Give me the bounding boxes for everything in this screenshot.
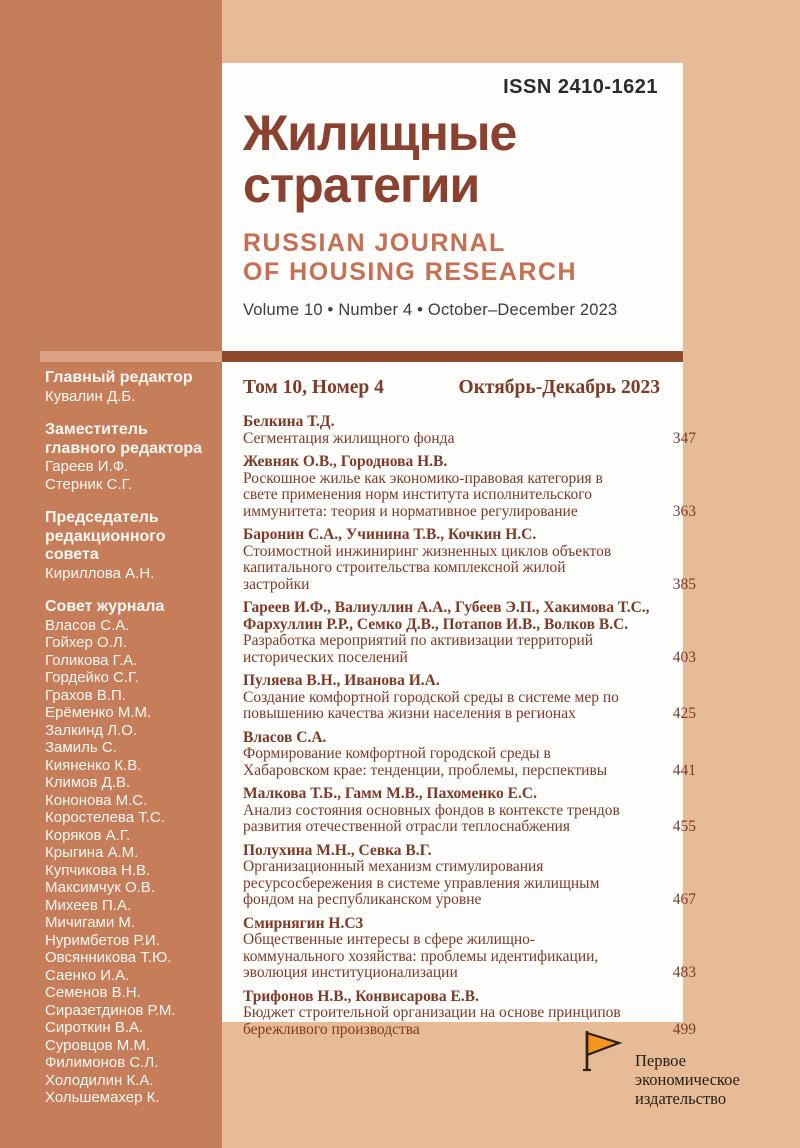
sidebar-member-name: Грахов В.П. bbox=[45, 686, 126, 704]
sidebar-member-name: Сироткин В.А. bbox=[45, 1019, 144, 1036]
toc-entry-page-number: 455 bbox=[672, 818, 696, 835]
journal-subtitle-en bbox=[243, 229, 617, 287]
flag-icon bbox=[580, 1029, 624, 1078]
sidebar-member-name: Замиль С. bbox=[45, 739, 117, 756]
toc-entry-title-row bbox=[243, 542, 696, 594]
toc bbox=[243, 377, 696, 1045]
sidebar bbox=[45, 369, 217, 1123]
sidebar-member-name: Коряков А.Г. bbox=[45, 826, 131, 844]
sidebar-section bbox=[45, 509, 217, 582]
sidebar-member-name: Гордейко С.Г. bbox=[45, 669, 139, 686]
toc-entry-authors: Жевняк О.В., Городнова Н.В. bbox=[243, 453, 448, 470]
toc-entry bbox=[243, 841, 696, 909]
sidebar-heading: Заместитель главного редактора bbox=[45, 421, 203, 457]
sidebar-member-name: Власов С.А. bbox=[45, 616, 130, 634]
toc-entry-title: Общественные интересы в сфере жилищно-коммунального хозяйства: проблемы идентификации, эволюция институционализации bbox=[243, 931, 599, 981]
toc-entry-authors: Смирнягин Н.С3 bbox=[243, 914, 364, 932]
toc-entry-title: Стоимостной инжиниринг жизненных циклов объектов капитального строительства комплексной жилой застройки bbox=[243, 542, 612, 593]
toc-entry-title-row bbox=[243, 469, 696, 521]
toc-entry bbox=[243, 672, 696, 723]
sidebar-member-name: Кононова М.С. bbox=[45, 791, 148, 809]
toc-entry bbox=[243, 453, 696, 520]
sidebar-heading: Председатель редакционного совета bbox=[45, 509, 166, 563]
toc-entry-page-number: 483 bbox=[672, 964, 696, 981]
sidebar-member-name: Михеев П.А. bbox=[45, 896, 132, 914]
sidebar-member-name: Гареев И.Ф. bbox=[45, 458, 129, 475]
sidebar-member-name: Климов Д.В. bbox=[45, 774, 131, 791]
sidebar-member-name: Саенко И.А. bbox=[45, 966, 130, 984]
sidebar-member-name: Нуримбетов Р.И. bbox=[45, 931, 160, 949]
publisher-logo bbox=[580, 1029, 740, 1108]
toc-entry-authors: Баронин С.А., Учинина Т.В., Кочкин Н.С. bbox=[243, 526, 537, 543]
toc-entry-authors: Белкина Т.Д. bbox=[243, 413, 335, 430]
issn-label: ISSN 2410-1621 bbox=[503, 76, 658, 98]
sidebar-member-name: Кириллова А.Н. bbox=[45, 564, 155, 582]
toc-entry-authors: Пуляева В.Н., Иванова И.А. bbox=[243, 672, 440, 689]
toc-entry-page-number: 347 bbox=[672, 429, 696, 447]
toc-entry-title: Формирование комфортной городской среды в Хабаровском крае: тенденции, проблемы, перспективы bbox=[243, 745, 608, 779]
toc-entry-title-row bbox=[243, 429, 696, 448]
journal-title-line2: стратегии bbox=[243, 157, 480, 213]
toc-entry-title: Анализ состояния основных фондов в контексте трендов развития отечественной отрасли теплоснабжения bbox=[243, 801, 620, 835]
toc-entry-title: Роскошное жилье как экономико-правовая категория в свете применения норм института исполнительского иммунитета: теория и нормативное регулирование bbox=[243, 469, 603, 520]
toc-header bbox=[243, 377, 660, 399]
sidebar-section bbox=[45, 421, 217, 493]
sidebar-member-name: Ерёменко М.М. bbox=[45, 704, 152, 721]
journal-subtitle-line1: RUSSIAN JOURNAL bbox=[243, 229, 506, 257]
publisher-name bbox=[635, 1051, 740, 1108]
sidebar-member-name: Сиразетдинов Р.М. bbox=[45, 1001, 176, 1019]
sidebar-member-name: Мичигами М. bbox=[45, 914, 136, 931]
toc-entry-page-number: 385 bbox=[672, 575, 696, 593]
sidebar-member-name: Филимонов С.Л. bbox=[45, 1054, 159, 1071]
sidebar-heading: Главный редактор bbox=[45, 369, 193, 386]
masthead bbox=[243, 107, 617, 320]
publisher-name-line: Первое bbox=[635, 1051, 686, 1070]
issue-info: Volume 10 • Number 4 • October–December 2023 bbox=[243, 301, 618, 319]
toc-entry-page-number: 425 bbox=[672, 705, 696, 722]
accent-bar-main bbox=[222, 351, 683, 362]
accent-strip-left bbox=[40, 351, 222, 362]
sidebar-member-name: Суровцов М.М. bbox=[45, 1036, 151, 1054]
sidebar-member-name: Семенов В.Н. bbox=[45, 984, 141, 1001]
journal-title-ru bbox=[243, 107, 617, 211]
journal-subtitle-line2: OF HOUSING RESEARCH bbox=[243, 258, 578, 286]
sidebar-member-name: Залкинд Л.О. bbox=[45, 721, 138, 739]
sidebar-member-name: Кувалин Д.Б. bbox=[45, 387, 136, 405]
toc-volume-label: Том 10, Номер 4 bbox=[243, 377, 384, 398]
toc-entry-title: Бюджет строительной организации на основе принципов бережливого производства bbox=[243, 1004, 621, 1038]
sidebar-member-name: Холодилин К.А. bbox=[45, 1071, 154, 1089]
sidebar-member-name: Коростелева Т.С. bbox=[45, 809, 165, 826]
toc-entry bbox=[243, 599, 696, 666]
toc-entry-authors: Полухина М.Н., Севка В.Г. bbox=[243, 841, 432, 859]
toc-entry-title-row bbox=[243, 688, 696, 723]
toc-date-label: Октябрь-Декабрь 2023 bbox=[458, 377, 660, 398]
toc-entry-authors: Малкова Т.Б., Гамм М.В., Пахоменко Е.С. bbox=[243, 785, 537, 802]
toc-entry bbox=[243, 785, 696, 836]
sidebar-member-name: Овсянникова Т.Ю. bbox=[45, 949, 172, 966]
sidebar-heading: Совет журнала bbox=[45, 598, 165, 615]
sidebar-member-name: Стерник С.Г. bbox=[45, 475, 133, 493]
toc-entry-title-row bbox=[243, 632, 696, 666]
toc-entry-page-number: 363 bbox=[672, 502, 696, 520]
journal-title-line1: Жилищные bbox=[243, 105, 517, 161]
sidebar-member-name: Хольшемахер К. bbox=[45, 1089, 160, 1106]
sidebar-member-name: Крыгина А.М. bbox=[45, 844, 139, 861]
toc-entry-title: Создание комфортной городской среды в системе мер по повышению качества жизни населения в регионах bbox=[243, 688, 619, 722]
toc-entries bbox=[243, 413, 696, 1038]
toc-entry-page-number: 467 bbox=[672, 891, 696, 908]
toc-entry-title: Организационный механизм стимулирования ресурсосбережения в системе управления жилищным фондом на республиканском уровне bbox=[243, 858, 600, 908]
toc-entry-title-row bbox=[243, 745, 696, 779]
content-panel bbox=[222, 63, 696, 1038]
toc-entry-page-number: 499 bbox=[672, 1020, 696, 1038]
toc-entry-title: Сегментация жилищного фонда bbox=[243, 429, 455, 447]
toc-entry bbox=[243, 413, 696, 447]
toc-entry bbox=[243, 914, 696, 982]
toc-entry bbox=[243, 728, 696, 780]
publisher-name-line: издательство bbox=[635, 1089, 727, 1108]
toc-entry-title-row bbox=[243, 858, 696, 909]
sidebar-member-name: Купчикова Н.В. bbox=[45, 861, 151, 879]
toc-entry-page-number: 441 bbox=[672, 761, 696, 779]
toc-entry-authors: Власов С.А. bbox=[243, 728, 327, 746]
sidebar-member-name: Максимчук О.В. bbox=[45, 879, 155, 896]
toc-entry-title-row bbox=[243, 801, 696, 836]
toc-entry-authors: Трифонов Н.В., Конвисарова Е.В. bbox=[243, 987, 479, 1005]
sidebar-section bbox=[45, 369, 217, 405]
sidebar-member-name: Голикова Г.А. bbox=[45, 651, 138, 669]
toc-entry-page-number: 403 bbox=[672, 648, 696, 666]
publisher-name-line: экономическое bbox=[635, 1070, 740, 1089]
toc-entry bbox=[243, 526, 696, 593]
sidebar-member-name: Гойхер О.Л. bbox=[45, 634, 127, 651]
toc-entry-authors: Гареев И.Ф., Валиуллин А.А., Губеев Э.П., Хакимова Т.С., Фархуллин Р.Р., Семко Д.В., Потапов И.В., Волков В.С. bbox=[243, 599, 650, 633]
sidebar-section bbox=[45, 598, 217, 1107]
toc-entry-title-row bbox=[243, 931, 696, 982]
sidebar-member-name: Кияненко К.В. bbox=[45, 756, 142, 774]
toc-entry-title: Разработка мероприятий по активизации территорий исторических поселений bbox=[243, 632, 594, 666]
